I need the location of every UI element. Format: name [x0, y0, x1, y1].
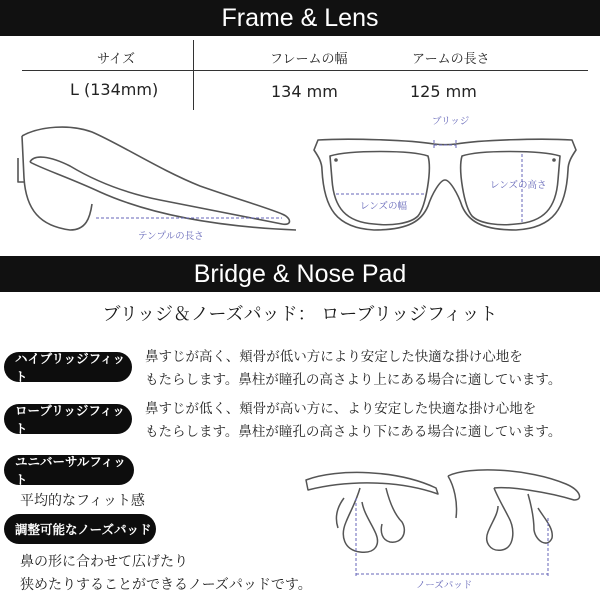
lens-height-label: レンズの高さ	[490, 180, 547, 191]
high-bridge-fit-description: 鼻すじが高く、頬骨が低い方により安定した快適な掛け心地を もたらします。鼻柱が瞳孔の高さより上にある場合に適しています。	[145, 349, 562, 388]
spec-table-column-divider	[193, 40, 194, 110]
bridge-label: ブリッジ	[432, 116, 470, 127]
low-bridge-fit-description: 鼻すじが低く、頬骨が高い方に、より安定した快適な掛け心地を もたらします。鼻柱が瞳孔の高さより下にある場合に適しています。	[145, 401, 562, 440]
universal-fit-badge: ユニバーサルフィット	[4, 455, 134, 485]
arm-length-header: アームの長さ	[412, 52, 490, 67]
frame-width-header: フレームの幅	[270, 52, 348, 67]
frame-lens-title: Frame & Lens	[221, 3, 379, 32]
nose-pad-illustration	[298, 458, 598, 598]
bridge-nose-pad-title: Bridge & Nose Pad	[193, 259, 407, 288]
arm-length-value: 125 mm	[410, 82, 477, 101]
adjustable-nose-pad-description: 鼻の形に合わせて広げたり 狭めたりすることができるノーズパッドです。	[20, 554, 312, 593]
size-value: L (134mm)	[70, 80, 159, 99]
adjustable-nose-pad-badge: 調整可能なノーズパッド	[4, 514, 156, 544]
frame-width-value: 134 mm	[271, 82, 338, 101]
high-bridge-fit-badge: ハイブリッジフィット	[4, 352, 132, 382]
temple-length-label: テンプルの長さ	[138, 231, 204, 242]
glasses-side-view-illustration	[0, 118, 300, 248]
size-header: サイズ	[97, 52, 135, 67]
spec-table-divider	[22, 70, 588, 71]
frame-lens-banner	[0, 0, 600, 36]
bridge-nose-pad-banner	[0, 256, 600, 292]
bridge-fit-subtitle: ブリッジ＆ノーズパッド： ローブリッジフィット	[102, 304, 498, 325]
universal-fit-description: 平均的なフィット感	[20, 493, 145, 509]
glasses-front-view-illustration	[310, 110, 580, 240]
lens-width-label: レンズの幅	[360, 201, 407, 212]
nose-pad-label: ノーズパッド	[416, 580, 473, 591]
low-bridge-fit-badge: ローブリッジフィット	[4, 404, 132, 434]
